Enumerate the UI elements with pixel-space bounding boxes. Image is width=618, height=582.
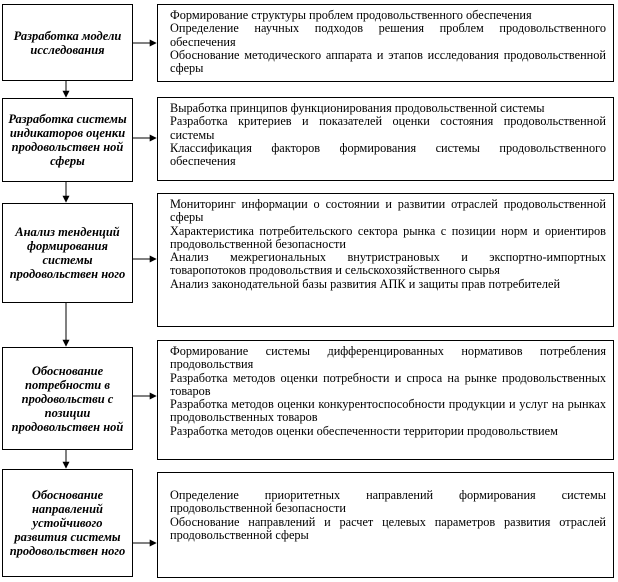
stage-4-box — [2, 347, 133, 450]
stage-4-item-1: Формирование системы дифференцированных нормативов потребления продовольствия — [170, 344, 606, 372]
stage-2-title: Разработка системы индикаторов оценки продовольствен ной сферы — [8, 112, 127, 168]
stage-4-item-2: Разработка методов оценки потребности и спроса на рынке продовольственных товаров — [170, 370, 606, 398]
stage-3-title: Анализ тенденций формирования системы продовольствен ного — [9, 225, 126, 281]
stage-4-title: Обоснование потребности в продовольстви с позиции продовольствен ной — [11, 363, 124, 434]
stage-1-item-3: Обоснование методического аппарата и этапов исследования продовольственной сферы — [170, 47, 606, 76]
stage-4-item-3: Разработка методов оценки конкурентоспособности продукции и услуг на рынках продовольственных товаров — [170, 397, 606, 425]
stage-1-box — [2, 4, 133, 81]
stage-3-item-1: Мониторинг информации о состоянии и развитии отраслей продовольственной сферы — [170, 197, 606, 225]
stage-5-item-2: Обоснование направлений и расчет целевых параметров развития отраслей продовольственной сферы — [170, 514, 606, 542]
stage-3-details — [157, 193, 614, 327]
stage-1-item-1: Формирование структуры проблем продовольственного обеспечения — [170, 8, 532, 22]
stage-2-box — [2, 98, 133, 182]
stage-5-title: Обоснование направлений устойчивого развития системы продовольствен ного — [9, 488, 126, 558]
stage-5-box — [2, 469, 133, 577]
stage-4-details — [157, 340, 614, 460]
stage-2-details — [157, 97, 614, 181]
stage-3-box — [2, 203, 133, 303]
stage-2-item-2: Разработка критериев и показателей оценки состояния продовольственной системы — [170, 114, 606, 142]
stage-3-item-3: Анализ межрегиональных внутристрановых и экспортно-импортных товаропотоков продовольствия и сельскохозяйственного сырья — [170, 250, 606, 278]
stage-1-title: Разработка модели исследования — [13, 28, 122, 57]
stage-2-item-3: Классификация факторов формирования системы продовольственного обеспечения — [170, 140, 606, 169]
stage-5-details — [157, 472, 614, 578]
stage-3-item-2: Характеристика потребительского сектора рынка с позиции норм и ориентиров продовольственной безопасности — [170, 223, 606, 251]
stage-2-item-1: Выработка принципов функционирования продовольственной системы — [170, 101, 545, 115]
stage-1-details — [157, 4, 614, 82]
stage-5-item-1: Определение приоритетных направлений формирования системы продовольственной безопасности — [170, 488, 606, 516]
stage-1-item-2: Определение научных подходов решения проблем продовольственного обеспечения — [170, 21, 606, 49]
stage-4-item-4: Разработка методов оценки обеспеченности территории продовольствием — [170, 423, 558, 438]
stage-3-item-4: Анализ законодательной базы развития АПК и защиты прав потребителей — [170, 276, 561, 291]
